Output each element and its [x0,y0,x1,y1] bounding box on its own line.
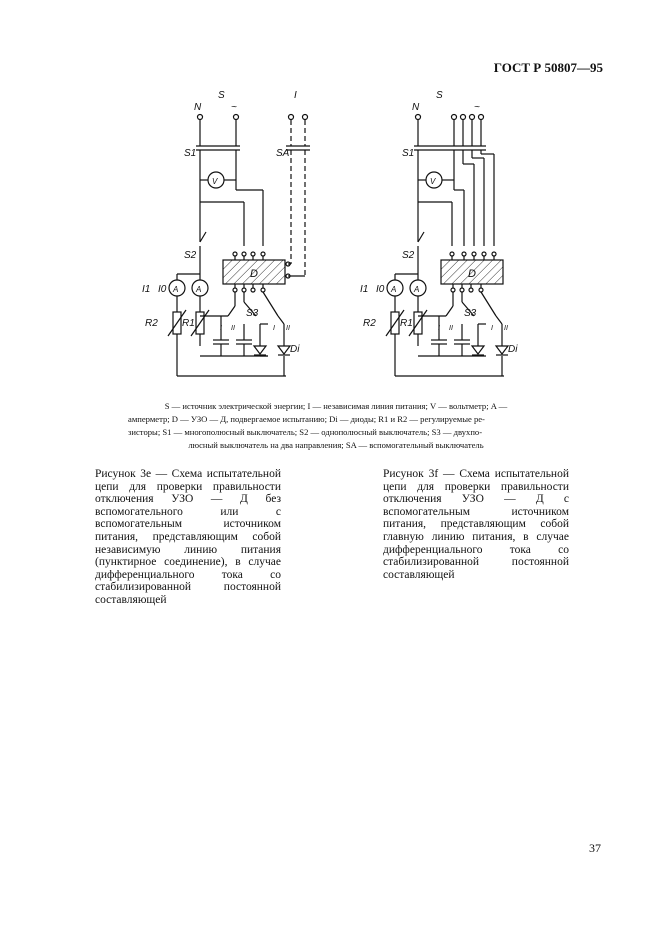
label-roman1-right: I [438,325,440,332]
label-tilde-right: ~ [474,102,480,113]
label-i1-right: I1 [360,284,369,295]
diagram-left-labels [142,90,300,355]
figure-legend [128,400,544,452]
label-s3-right: S3 [464,308,477,319]
legend-line-3: зисторы; S1 — многополюсный выключатель; S2 — однополюсный выключатель; S3 — двухпо- [128,427,483,437]
label-s2-right: S2 [402,250,415,261]
label-a1-right: A [391,285,397,294]
legend-line-4: люсный выключатель на два направления; SA — вспомогательный выключатель [188,440,484,450]
label-s1: S1 [184,148,197,159]
label-i0: I0 [158,284,167,295]
label-roman2-right: II [449,325,453,332]
label-s2: S2 [184,250,197,261]
label-r2-right: R2 [363,318,376,329]
standard-header: ГОСТ Р 50807—95 [493,60,603,75]
label-roman1: I [220,325,222,332]
caption-figure-3e: Рисунок 3е — Схема испытательной цепи для проверки правильности отключения УЗО — Д без вспомогательного или с вспомогательным источником питания, представляющим собой независимую линию питания (пунктирное соединение), в случае дифференциального тока со стабилизированной постоянной составляющей [95,468,281,606]
page-number: 37 [589,841,601,855]
label-di-right: Di [508,344,518,355]
circuit-diagrams [128,84,548,384]
label-roman2b-right: II [504,325,508,332]
label-roman1b: I [273,325,275,332]
label-tilde: ~ [231,102,237,113]
label-i1: I1 [142,284,151,295]
label-roman2: II [231,325,235,332]
label-n-right: N [412,102,420,113]
label-i0-right: I0 [376,284,385,295]
label-roman2b: II [286,325,290,332]
label-a2-right: A [414,285,420,294]
legend-line-1: S — источник электрической энергии; I — независимая линия питания; V — вольтметр; A — [164,401,508,411]
label-d-right: D [468,268,476,280]
label-roman1b-right: I [491,325,493,332]
label-s3: S3 [246,308,259,319]
label-v: V [212,177,218,186]
legend-line-2: амперметр; D — УЗО — Д, подвергаемое испытанию; Di — диоды; R1 и R2 — регулируемые ре- [128,414,485,424]
label-r2: R2 [145,318,158,329]
label-a2: A [196,285,202,294]
label-r1-right: R1 [400,318,413,329]
label-s-right: S [436,90,443,101]
label-d: D [250,268,258,280]
label-sa: SA [276,148,290,159]
label-i: I [294,90,297,101]
caption-figure-3f: Рисунок 3f — Схема испытательной цепи для проверки правильности отключения УЗО — Д с вспомогательным источником питания, представляющим собой главную линию питания, в случае дифференциального тока со стабилизированной постоянной составляющей [383,468,569,581]
label-s: S [218,90,225,101]
label-n: N [194,102,202,113]
label-a1: A [173,285,179,294]
label-s1-right: S1 [402,148,415,159]
label-r1: R1 [182,318,195,329]
label-v-right: V [430,177,436,186]
label-di: Di [290,344,300,355]
